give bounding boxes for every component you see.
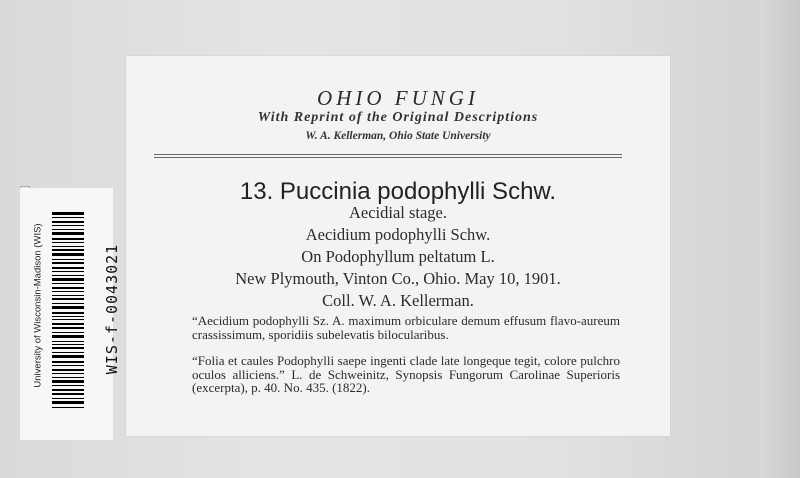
barcode-bar [52, 262, 84, 264]
barcode-bar [52, 347, 84, 349]
barcode-bar [52, 327, 84, 329]
host-line: On Podophyllum peltatum L. [301, 247, 495, 266]
barcode-bar [52, 341, 84, 342]
synonym-line: Aecidium podophylli Schw. [305, 225, 491, 244]
barcode-bar [52, 385, 84, 386]
barcode-bar [52, 225, 84, 226]
barcode-bar [52, 295, 84, 296]
barcode-bar [52, 393, 84, 395]
barcode-bar [52, 323, 84, 325]
barcode-bar [52, 401, 84, 404]
barcode-bar [52, 242, 84, 243]
barcode-bar [52, 373, 84, 374]
barcode-bar [52, 361, 84, 363]
barcode-bar [52, 306, 84, 309]
barcode-bar [52, 407, 84, 408]
original-description-citation: “Folia et caules Podophylli saepe ingenti clade late longeque tegit, colore pulchro oculos alliciens.” L. de Schweinitz, Synopsis Fungorum Carolinae Superioris (excerpta), p. 40. No. 435. (1822). [192, 353, 620, 395]
barcode-bar [52, 229, 84, 230]
series-subtitle: With Reprint of the Original Descriptions [257, 110, 539, 125]
barcode-bar [52, 316, 84, 317]
collector-line: Coll. W. A. Kellerman. [322, 291, 474, 310]
locality-date-line: New Plymouth, Vinton Co., Ohio. May 10, 1901. [235, 269, 561, 288]
barcode-bar [52, 369, 84, 371]
barcode-bar [52, 267, 84, 269]
barcode-bar [52, 212, 84, 215]
barcode-bar [52, 217, 84, 218]
barcode [52, 212, 84, 408]
barcode-bar [52, 389, 84, 391]
barcode-bar [52, 259, 84, 260]
barcode-bar [52, 291, 84, 292]
divider-rule-bottom [154, 157, 622, 158]
institution-text: University of Wisconsin-Madison (WIS) [32, 223, 44, 388]
barcode-bar [52, 380, 84, 383]
barcode-bar [52, 312, 84, 314]
barcode-bar [52, 352, 84, 353]
barcode-bar [52, 238, 84, 240]
species-name: 13. Puccinia podophylli Schw. [239, 178, 557, 205]
barcode-bar [52, 283, 84, 284]
series-title: OHIO FUNGI [317, 86, 479, 110]
barcode-bar [52, 221, 84, 223]
barcode-bar [52, 287, 84, 289]
barcode-bar [52, 377, 84, 378]
barcode-bar [52, 335, 84, 338]
barcode-bar [52, 344, 84, 345]
divider-rule-top [154, 154, 622, 155]
barcode-bar [52, 355, 84, 358]
barcode-number: WIS-f-0043021 [103, 243, 121, 375]
original-description: “Aecidium podophylli Sz. A. maximum orbiculare demum effusum flavo-aureum crassissimum, sporidiis subelevatis bilocularibus. [192, 313, 620, 342]
barcode-bar [52, 303, 84, 304]
barcode-bar [52, 253, 84, 256]
barcode-bar [52, 246, 84, 247]
sheet-edge-fold [760, 0, 800, 478]
barcode-bar [52, 298, 84, 300]
barcode-bar [52, 332, 84, 333]
barcode-bar [52, 278, 84, 281]
barcode-bar [52, 398, 84, 399]
barcode-card [20, 188, 121, 440]
barcode-bar [52, 232, 84, 235]
barcode-bar [52, 365, 84, 366]
series-author: W. A. Kellerman, Ohio State University [305, 130, 491, 142]
barcode-bar [52, 271, 84, 272]
barcode-bar [52, 249, 84, 251]
barcode-bar [52, 275, 84, 276]
stage-line: Aecidial stage. [348, 203, 448, 222]
specimen-label [126, 56, 670, 436]
barcode-bar [52, 319, 84, 320]
